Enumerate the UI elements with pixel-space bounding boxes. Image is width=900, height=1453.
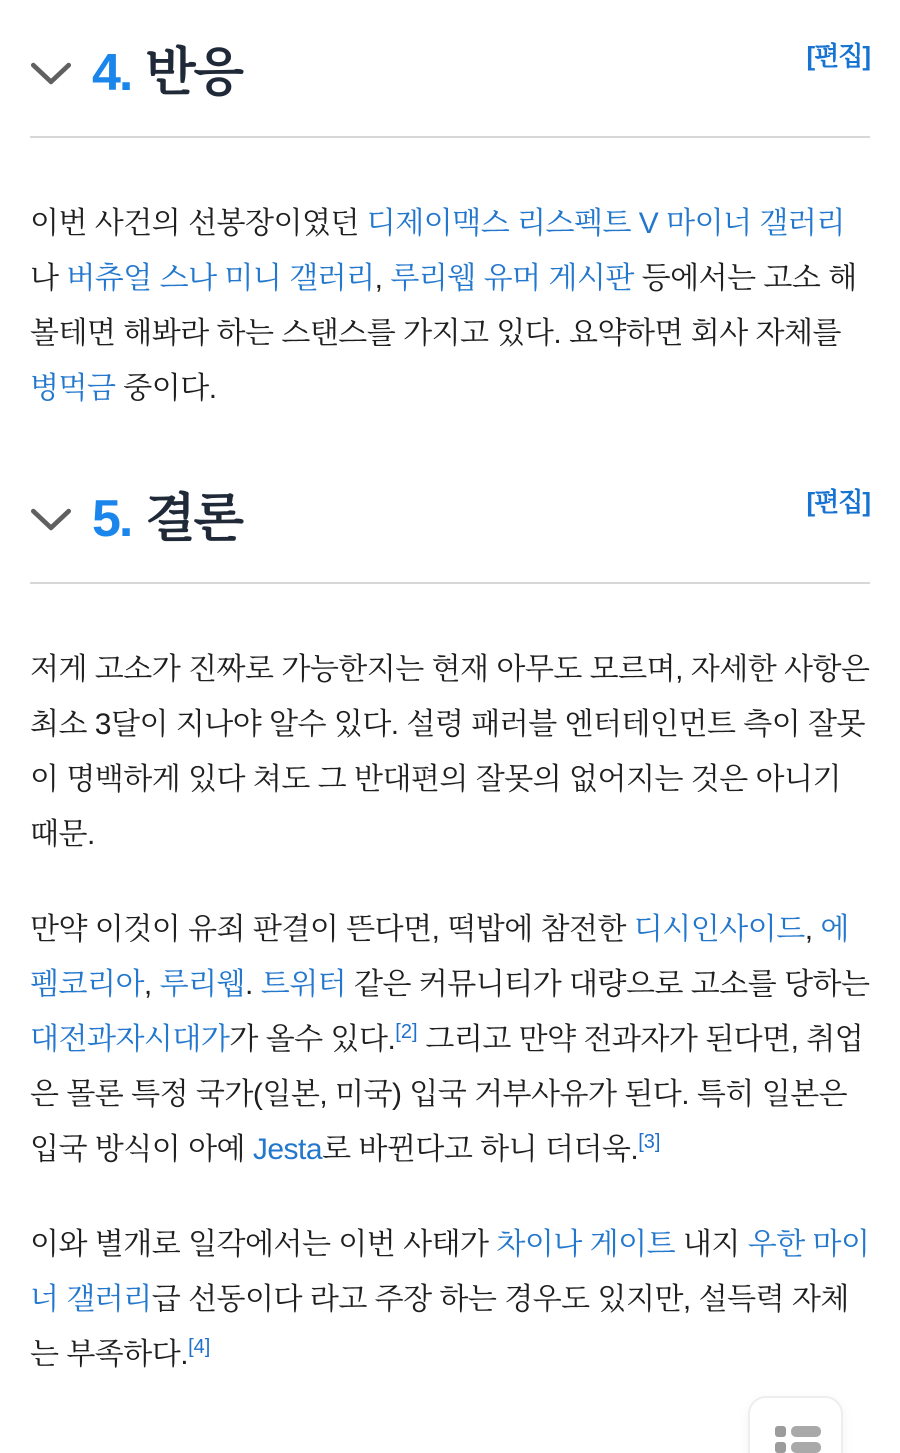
edit-link[interactable]: [편집] (806, 41, 870, 71)
section-heading-row (30, 40, 870, 106)
wiki-link[interactable]: 병먹금 (30, 372, 116, 405)
section-title-text: 결론 (145, 490, 242, 548)
wiki-link[interactable]: 디시인사이드 (633, 913, 805, 946)
section-number-link[interactable]: 4. (92, 44, 132, 102)
text-segment: 가 올수 있다. (229, 1023, 396, 1056)
text-segment: , (374, 262, 391, 295)
wiki-link[interactable]: 차이나 게이트 (496, 1228, 676, 1261)
section-reaction (30, 40, 870, 416)
section-heading-row (30, 486, 870, 552)
paragraph (30, 642, 870, 862)
wiki-link[interactable]: 트위터 (260, 968, 347, 1001)
text-segment: 만약 이것이 유죄 판결이 뜬다면, 떡밥에 참전한 (30, 913, 634, 946)
section-body (30, 584, 870, 1382)
wiki-link[interactable]: 루리웹 (159, 968, 246, 1001)
section-title-text: 반응 (145, 44, 242, 102)
wiki-link[interactable]: 에펨코리아 (30, 913, 849, 1001)
section-number-link[interactable]: 5. (92, 490, 132, 548)
text-segment: 나 (30, 262, 67, 295)
paragraph (30, 902, 870, 1177)
text-segment: 저게 고소가 진짜로 가능한지는 현재 아무도 모르며, 자세한 사항은 최소 3달이 지나야 알수 있다. 설령 패러블 엔터테인먼트 측이 잘못이 명백하게 있다 쳐도 그 반대편의 잘못의 없어지는 것은 아니기 때문. (30, 653, 870, 851)
wiki-link[interactable]: 우한 마이너 갤러리 (30, 1228, 870, 1316)
chevron-down-icon[interactable] (30, 60, 72, 87)
section-title (92, 40, 242, 106)
edit-link[interactable]: [편집] (806, 487, 870, 517)
wiki-link[interactable]: 대전과자시대가 (30, 1023, 230, 1056)
text-segment: 중이다. (115, 372, 217, 405)
list-icon (775, 1426, 821, 1453)
paragraph (30, 196, 870, 416)
text-segment: 같은 커뮤니티가 대량으로 고소를 당하는 (346, 968, 870, 1001)
text-segment: 내지 (675, 1228, 748, 1261)
footnote-ref[interactable]: [2] (395, 1021, 418, 1043)
chevron-down-icon[interactable] (30, 506, 72, 533)
toc-floating-button[interactable] (748, 1396, 843, 1453)
footnote-ref[interactable]: [4] (188, 1336, 211, 1358)
wiki-link[interactable]: Jesta (252, 1133, 323, 1166)
wiki-link[interactable]: 디제이맥스 리스펙트 V 마이너 갤러리 (366, 207, 845, 240)
text-segment: 급 선동이다 라고 주장 하는 경우도 있지만, 설득력 자체는 부족하다. (30, 1283, 849, 1371)
section-conclusion (30, 486, 870, 1382)
wiki-link[interactable]: 버츄얼 스나 미니 갤러리 (66, 262, 375, 295)
text-segment: 그리고 만약 전과자가 된다면, 취업은 몰론 특정 국가(일본, 미국) 입국 거부사유가 된다. 특히 일본은 입국 방식이 아예 (30, 1023, 864, 1166)
text-segment: , (804, 913, 821, 946)
section-body (30, 138, 870, 416)
text-segment: . (245, 968, 261, 1001)
text-segment: 이번 사건의 선봉장이였던 (30, 207, 367, 240)
text-segment: 로 바뀐다고 하니 더더욱. (322, 1133, 639, 1166)
section-title (92, 486, 242, 552)
footnote-ref[interactable]: [3] (638, 1131, 661, 1153)
wiki-link[interactable]: 루리웹 유머 게시판 (390, 262, 634, 295)
text-segment: 등에서는 고소 해볼테면 해봐라 하는 스탠스를 가지고 있다. 요약하면 회사 자체를 (30, 262, 857, 350)
text-segment: , (143, 968, 160, 1001)
text-segment: 이와 별개로 일각에서는 이번 사태가 (30, 1228, 497, 1261)
paragraph (30, 1217, 870, 1382)
